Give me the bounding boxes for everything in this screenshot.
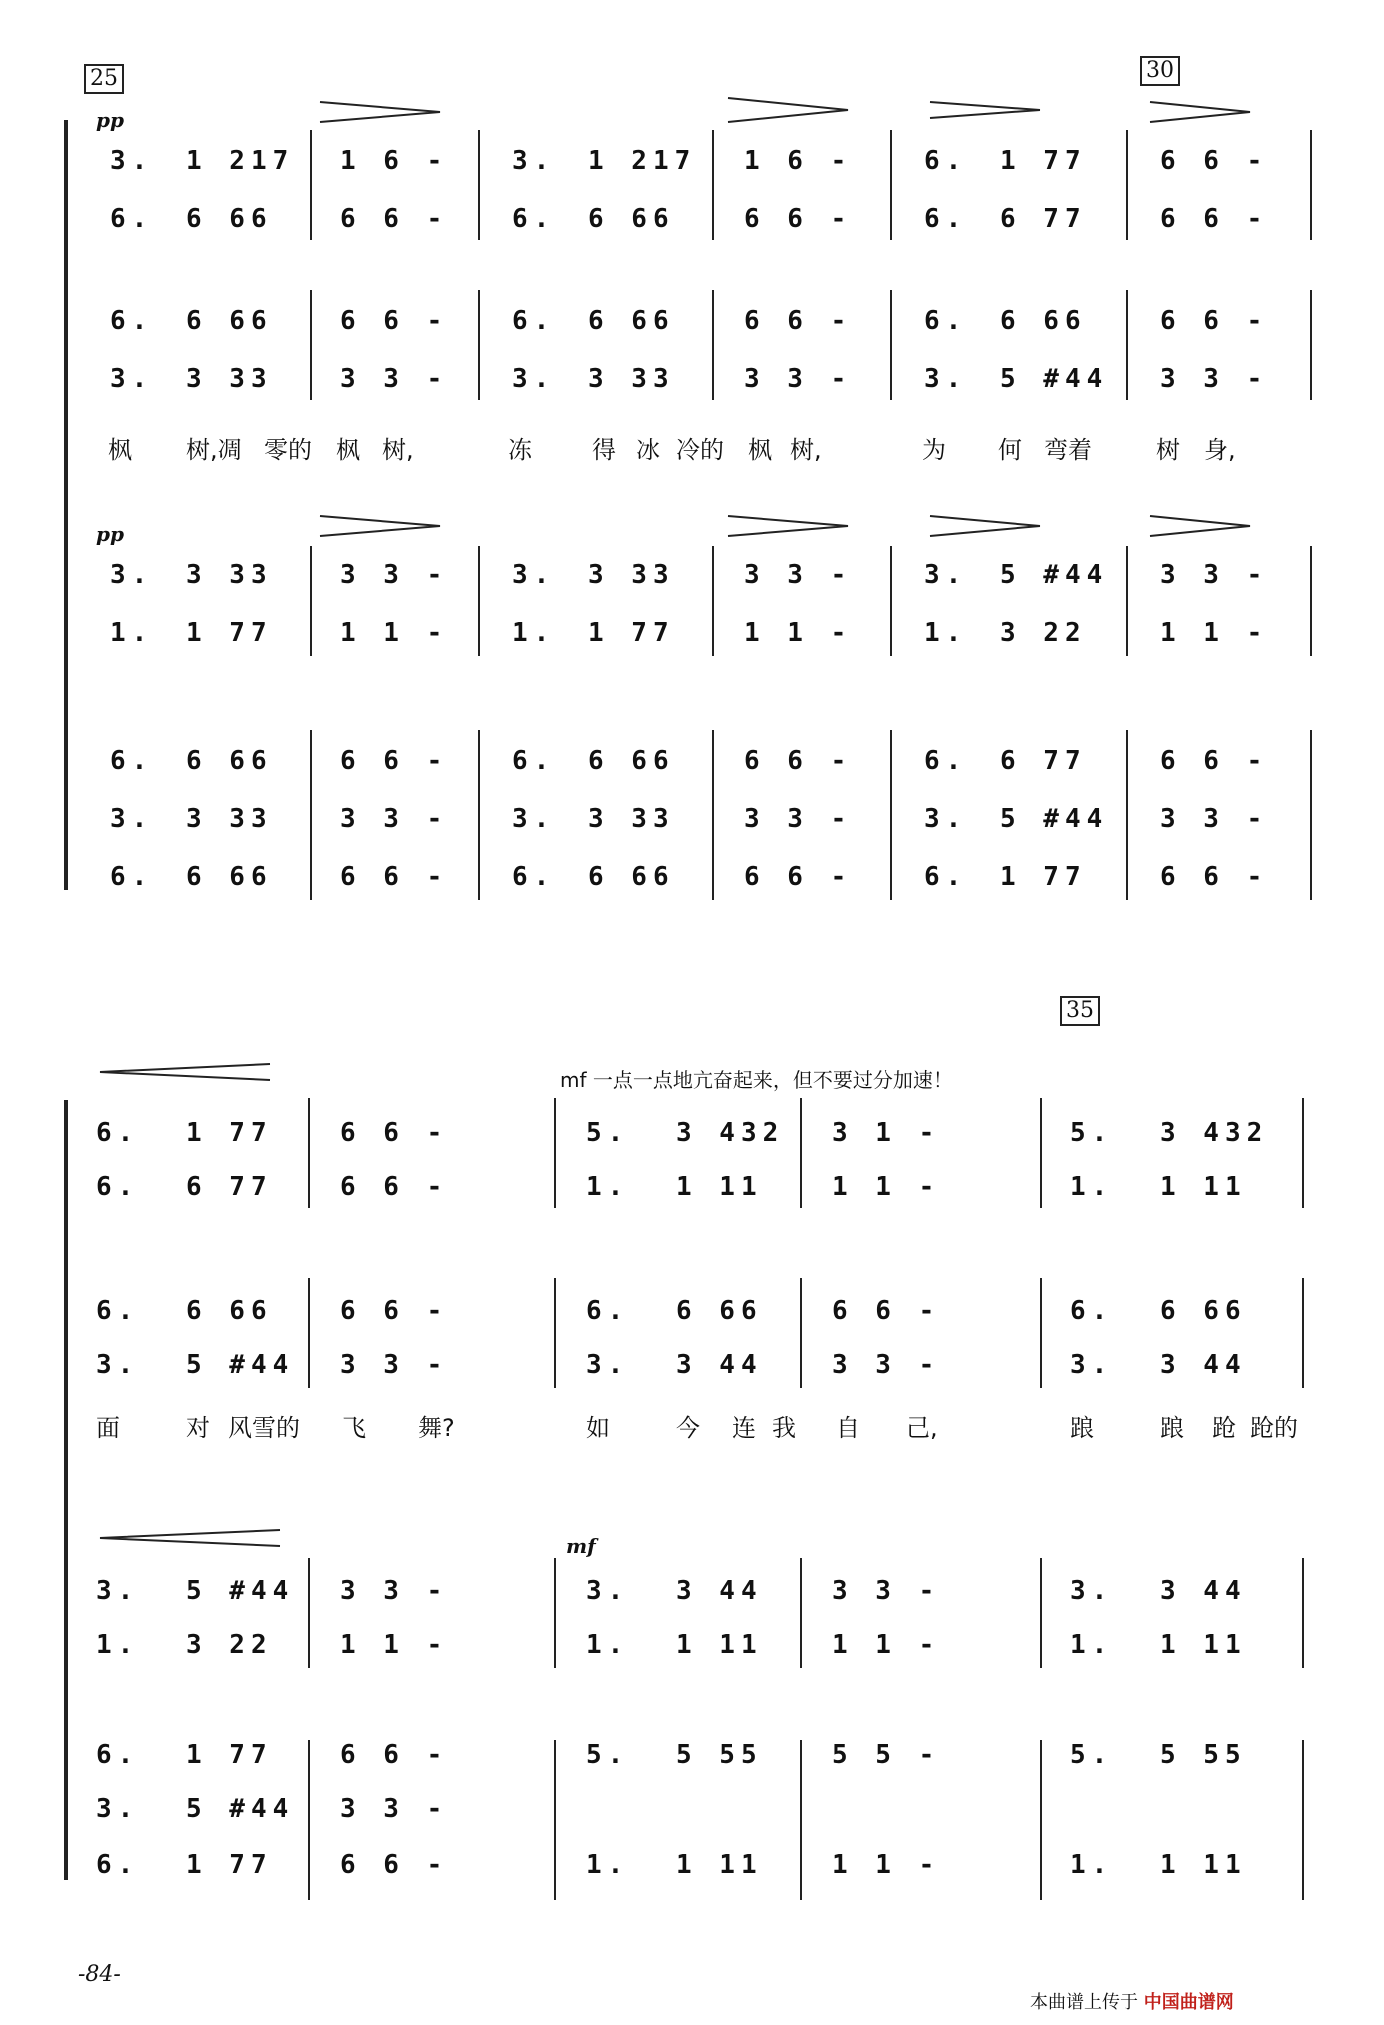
note-group: 3 44 [676, 1350, 763, 1380]
note-group: 5 55 [1160, 1740, 1247, 1770]
note-group: 3 3 - [1160, 804, 1269, 834]
note-group: 6 6 - [744, 746, 853, 776]
page-number: -84- [78, 1962, 121, 1987]
note-group: 6. [924, 204, 968, 234]
note-group: 6 77 [186, 1172, 273, 1202]
note-group: 3 22 [186, 1630, 273, 1660]
note-group: 6 6 - [1160, 306, 1269, 336]
upload-credit [1030, 1988, 1234, 2014]
note-group: 5 #44 [1000, 804, 1109, 834]
lyric: 树,凋 [186, 436, 242, 464]
note-group: 6. [512, 862, 556, 892]
note-group: 1 1 - [832, 1850, 941, 1880]
note-group: 6 6 - [340, 1740, 449, 1770]
note-group: 1 11 [676, 1630, 763, 1660]
note-group: 5 #44 [186, 1576, 295, 1606]
note-group: 6. [924, 862, 968, 892]
note-group: 1. [924, 618, 968, 648]
s1-lyrics [0, 430, 1384, 470]
lyric: 面 [96, 1414, 120, 1442]
note-group: 6 66 [588, 862, 675, 892]
lyric: 何 [998, 436, 1022, 464]
lyric: 对 [186, 1414, 210, 1442]
note-group: 3 44 [1160, 1576, 1247, 1606]
note-group: 3 33 [588, 804, 675, 834]
s2-lyrics [0, 1408, 1384, 1448]
note-group: 3. [512, 560, 556, 590]
lyric: 枫 [108, 436, 132, 464]
measure-number-35: 35 [1060, 996, 1100, 1026]
note-group: 6 6 - [340, 862, 449, 892]
note-group: 3 3 - [340, 1576, 449, 1606]
note-group: 3. [1070, 1350, 1114, 1380]
lyric: 舞? [418, 1414, 455, 1442]
note-group: 1 11 [676, 1172, 763, 1202]
note-group: 6 66 [1160, 1296, 1247, 1326]
note-group: 1 77 [588, 618, 675, 648]
note-group: 6. [924, 146, 968, 176]
lyric: 自 [836, 1414, 860, 1442]
note-group: 6 6 - [744, 306, 853, 336]
note-group: 1. [512, 618, 556, 648]
s1-staff-row-3 [0, 306, 1384, 346]
lyric: 为 [922, 436, 946, 464]
note-group: 1. [1070, 1172, 1114, 1202]
note-group: 6 6 - [1160, 146, 1269, 176]
note-group: 3 44 [1160, 1350, 1247, 1380]
note-group: 3 33 [186, 560, 273, 590]
note-group: 1 217 [588, 146, 697, 176]
note-group: 3 33 [186, 804, 273, 834]
note-group: 3. [96, 1794, 140, 1824]
note-group: 3. [924, 560, 968, 590]
note-group: 6. [110, 862, 154, 892]
note-group: 3 3 - [1160, 364, 1269, 394]
lyric: 踉 [1070, 1414, 1094, 1442]
lyric: 踉 [1160, 1414, 1184, 1442]
s1-staff-row-6 [0, 618, 1384, 658]
note-group: 5 55 [676, 1740, 763, 1770]
note-group: 5. [586, 1118, 630, 1148]
s1-staff-row-9 [0, 862, 1384, 902]
note-group: 1. [586, 1172, 630, 1202]
note-group: 1 77 [1000, 146, 1087, 176]
note-group: 3 3 - [1160, 560, 1269, 590]
note-group: 3 3 - [340, 1350, 449, 1380]
note-group: 6. [96, 1296, 140, 1326]
tempo-instruction: mf 一点一点地亢奋起来，但不要过分加速！ [560, 1068, 953, 1092]
lyric: 跄的 [1250, 1414, 1298, 1442]
note-group: 5. [1070, 1118, 1114, 1148]
note-group: 3 3 - [340, 1794, 449, 1824]
note-group: 6 6 - [832, 1296, 941, 1326]
lyric: 飞 [342, 1414, 366, 1442]
note-group: 3. [110, 804, 154, 834]
note-group: 3 3 - [744, 364, 853, 394]
note-group: 6. [110, 306, 154, 336]
note-group: 6 66 [588, 306, 675, 336]
note-group: 1 1 - [832, 1172, 941, 1202]
lyric: 冻 [508, 436, 532, 464]
note-group: 6 66 [186, 306, 273, 336]
lyric: 树 [1156, 436, 1180, 464]
lyric: 如 [586, 1414, 610, 1442]
s2-staff-row-1 [0, 1118, 1384, 1158]
note-group: 3 3 - [832, 1576, 941, 1606]
lyric: 连 [732, 1414, 756, 1442]
note-group: 6 6 - [340, 1172, 449, 1202]
note-group: 6 6 - [340, 204, 449, 234]
lyric: 树, [790, 436, 822, 464]
note-group: 6 6 - [340, 1118, 449, 1148]
note-group: 6 6 - [1160, 746, 1269, 776]
note-group: 6 6 - [340, 306, 449, 336]
note-group: 3 432 [676, 1118, 785, 1148]
note-group: 3. [924, 804, 968, 834]
s2-staff-row-7 [0, 1740, 1384, 1780]
lyric: 得 [592, 436, 616, 464]
lyric: 身, [1204, 436, 1236, 464]
note-group: 3 3 - [340, 560, 449, 590]
note-group: 1 77 [186, 1118, 273, 1148]
note-group: 3. [586, 1350, 630, 1380]
lyric: 树, [382, 436, 414, 464]
lyric: 风雪的 [228, 1414, 300, 1442]
note-group: 1. [96, 1630, 140, 1660]
note-group: 6 66 [588, 204, 675, 234]
note-group: 1 6 - [744, 146, 853, 176]
note-group: 6 66 [186, 862, 273, 892]
note-group: 6 77 [1000, 204, 1087, 234]
note-group: 1. [110, 618, 154, 648]
note-group: 5. [586, 1740, 630, 1770]
note-group: 6 6 - [744, 862, 853, 892]
note-group: 6 6 - [340, 1296, 449, 1326]
note-group: 3. [110, 364, 154, 394]
note-group: 1 11 [676, 1850, 763, 1880]
note-group: 1 1 - [1160, 618, 1269, 648]
s1-staff-row-1 [0, 146, 1384, 186]
note-group: 1. [586, 1630, 630, 1660]
note-group: 3. [512, 804, 556, 834]
s2-staff-row-4 [0, 1350, 1384, 1390]
s1-staff-row-7 [0, 746, 1384, 786]
note-group: 3. [110, 146, 154, 176]
s2-staff-row-2 [0, 1172, 1384, 1212]
s1-staff-row-4 [0, 364, 1384, 404]
s1-staff-row-5 [0, 560, 1384, 600]
note-group: 1. [1070, 1850, 1114, 1880]
note-group: 6 6 - [1160, 862, 1269, 892]
note-group: 3 3 - [744, 560, 853, 590]
note-group: 6 66 [676, 1296, 763, 1326]
credit-text: 本曲谱上传于 [1030, 1992, 1138, 2013]
note-group: 3. [96, 1350, 140, 1380]
note-group: 1 1 - [340, 1630, 449, 1660]
note-group: 6. [110, 746, 154, 776]
note-group: 3. [110, 560, 154, 590]
note-group: 1 1 - [340, 618, 449, 648]
note-group: 1 11 [1160, 1172, 1247, 1202]
lyric: 我 [772, 1414, 796, 1442]
note-group: 3 33 [186, 364, 273, 394]
note-group: 6. [924, 306, 968, 336]
lyric: 弯着 [1044, 436, 1092, 464]
note-group: 1 77 [186, 618, 273, 648]
s2-staff-row-5 [0, 1576, 1384, 1616]
lyric: 己, [906, 1414, 938, 1442]
note-group: 1 77 [1000, 862, 1087, 892]
lyric: 冷的 [676, 436, 724, 464]
measure-number-30: 30 [1140, 56, 1180, 86]
note-group: 3 3 - [744, 804, 853, 834]
note-group: 3. [512, 146, 556, 176]
note-group: 6 6 - [340, 746, 449, 776]
note-group: 3 33 [588, 560, 675, 590]
note-group: 1 77 [186, 1850, 273, 1880]
note-group: 3. [924, 364, 968, 394]
note-group: 6. [1070, 1296, 1114, 1326]
note-group: 1 11 [1160, 1850, 1247, 1880]
note-group: 1 1 - [744, 618, 853, 648]
site-logo-text[interactable]: 中国曲谱网 [1143, 1992, 1234, 2013]
note-group: 5 #44 [186, 1794, 295, 1824]
note-group: 6 66 [1000, 306, 1087, 336]
s2-staff-row-6 [0, 1630, 1384, 1670]
s1-staff-row-8 [0, 804, 1384, 844]
s2-staff-row-3 [0, 1296, 1384, 1336]
lyric: 枫 [748, 436, 772, 464]
lyric: 冰 [636, 436, 660, 464]
note-group: 5 #44 [1000, 364, 1109, 394]
note-group: 6. [96, 1118, 140, 1148]
note-group: 6 77 [1000, 746, 1087, 776]
note-group: 6. [512, 306, 556, 336]
s1-staff-row-2 [0, 204, 1384, 244]
note-group: 1 77 [186, 1740, 273, 1770]
s2-staff-row-9 [0, 1850, 1384, 1890]
lyric: 零的 [264, 436, 312, 464]
note-group: 5 #44 [1000, 560, 1109, 590]
note-group: 6. [512, 746, 556, 776]
dynamic-pp-2: pp [96, 522, 124, 546]
note-group: 3 3 - [340, 364, 449, 394]
note-group: 3. [1070, 1576, 1114, 1606]
note-group: 6. [512, 204, 556, 234]
note-group: 3 44 [676, 1576, 763, 1606]
note-group: 6 6 - [340, 1850, 449, 1880]
dynamic-pp-1: pp [96, 108, 124, 132]
note-group: 6. [96, 1850, 140, 1880]
note-group: 3. [96, 1576, 140, 1606]
note-group: 1 11 [1160, 1630, 1247, 1660]
note-group: 3 3 - [340, 804, 449, 834]
note-group: 6 66 [588, 746, 675, 776]
dynamic-mf: mf [566, 1534, 596, 1558]
measure-number-25: 25 [84, 64, 124, 94]
note-group: 6. [924, 746, 968, 776]
note-group: 1 1 - [832, 1630, 941, 1660]
note-group: 6. [96, 1740, 140, 1770]
lyric: 跄 [1212, 1414, 1236, 1442]
note-group: 3. [586, 1576, 630, 1606]
note-group: 1 217 [186, 146, 295, 176]
note-group: 6 66 [186, 746, 273, 776]
note-group: 3. [512, 364, 556, 394]
note-group: 6 66 [186, 204, 273, 234]
note-group: 6. [586, 1296, 630, 1326]
s2-staff-row-8 [0, 1794, 1384, 1834]
note-group: 3 33 [588, 364, 675, 394]
note-group: 5. [1070, 1740, 1114, 1770]
note-group: 3 432 [1160, 1118, 1269, 1148]
note-group: 5 #44 [186, 1350, 295, 1380]
note-group: 1. [586, 1850, 630, 1880]
lyric: 今 [676, 1414, 700, 1442]
note-group: 6. [110, 204, 154, 234]
note-group: 3 3 - [832, 1350, 941, 1380]
note-group: 1 6 - [340, 146, 449, 176]
note-group: 3 22 [1000, 618, 1087, 648]
note-group: 6. [96, 1172, 140, 1202]
note-group: 5 5 - [832, 1740, 941, 1770]
note-group: 6 66 [186, 1296, 273, 1326]
note-group: 6 6 - [1160, 204, 1269, 234]
lyric: 枫 [336, 436, 360, 464]
note-group: 3 1 - [832, 1118, 941, 1148]
note-group: 6 6 - [744, 204, 853, 234]
note-group: 1. [1070, 1630, 1114, 1660]
